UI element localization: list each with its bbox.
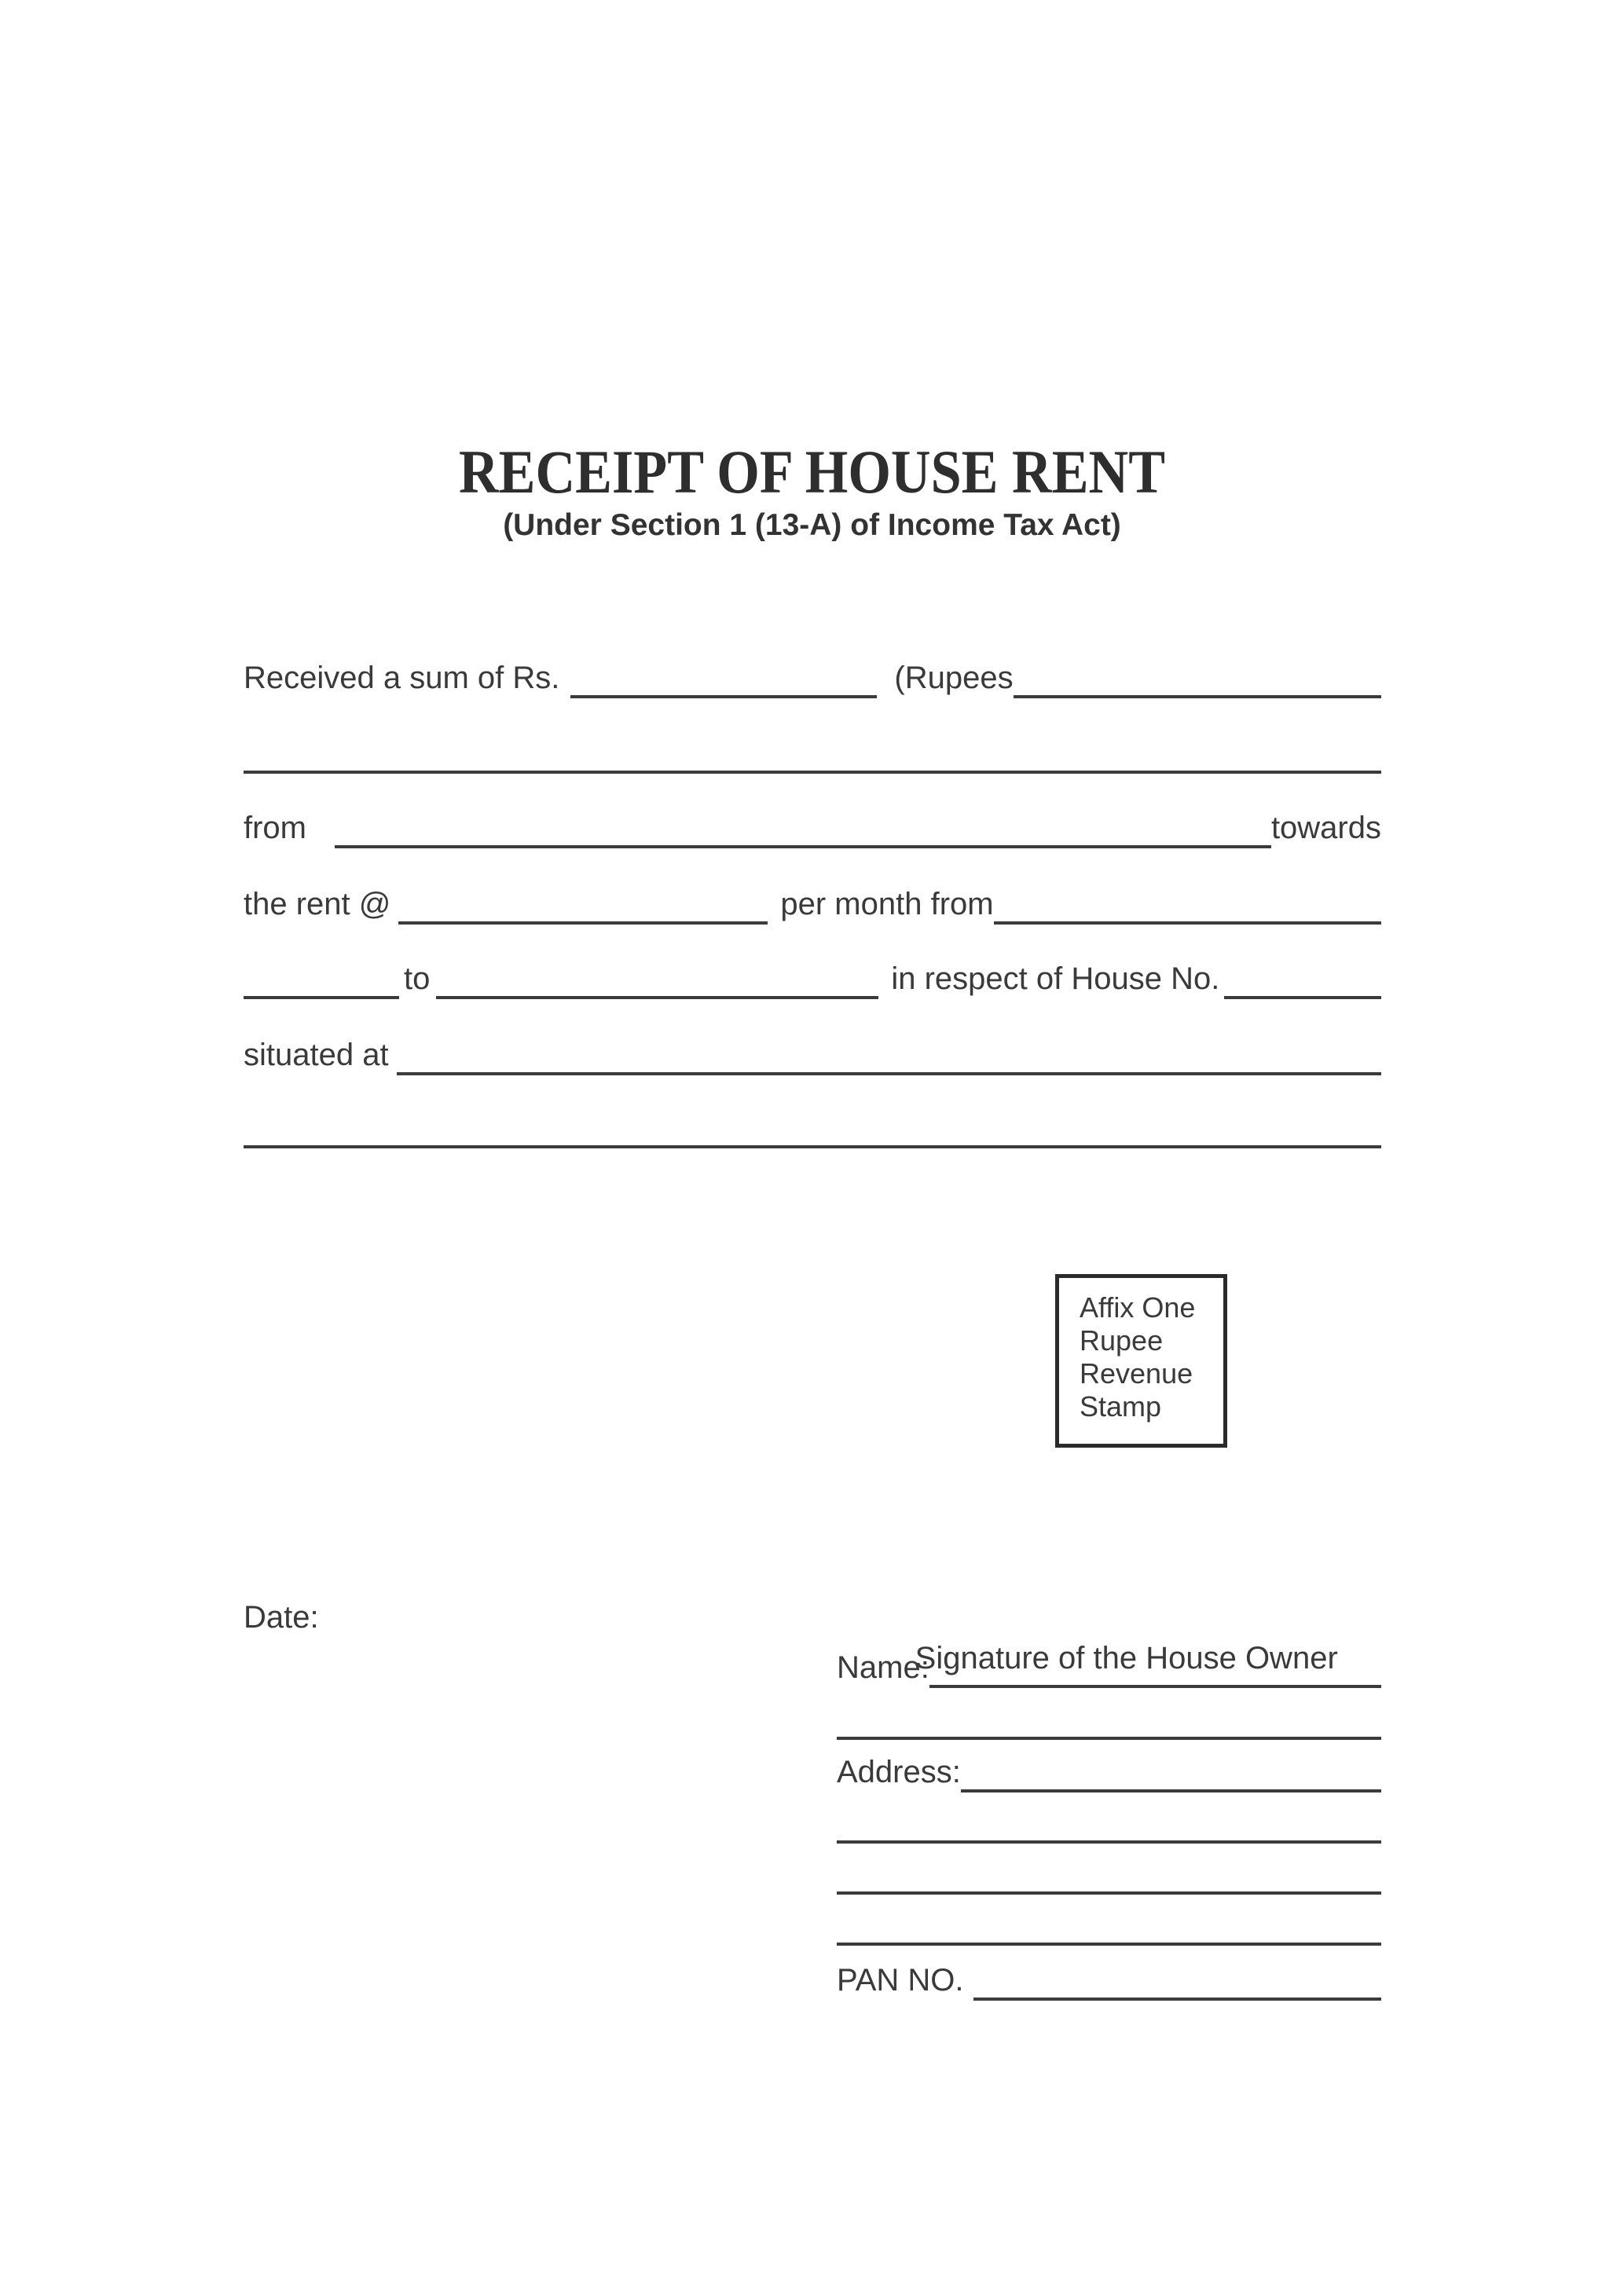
period-end-blank	[436, 958, 878, 999]
stamp-box-line: Revenue	[1080, 1357, 1193, 1390]
owner-address-continuation-line-3	[837, 1905, 1381, 1946]
situated-at-label: situated at	[244, 1038, 389, 1072]
to-label: to	[404, 961, 431, 996]
amount-blank	[570, 657, 877, 698]
owner-name-line	[837, 1647, 1381, 1688]
received-amount-line	[244, 657, 1381, 698]
rupees-words-continuation-line	[244, 733, 1381, 774]
rupees-open-label: (Rupees	[894, 661, 1014, 695]
address-continuation-line	[244, 1108, 1381, 1148]
stamp-box-line: Rupee	[1080, 1324, 1164, 1357]
owner-name-continuation-line	[837, 1699, 1381, 1740]
owner-name-blank	[929, 1647, 1381, 1688]
pan-no-label: PAN NO.	[837, 1963, 964, 1998]
period-line	[244, 958, 1381, 999]
owner-address-line	[837, 1752, 1381, 1792]
owner-address-blank	[961, 1752, 1381, 1792]
owner-name-continuation-blank	[837, 1699, 1381, 1740]
house-no-blank	[1224, 958, 1381, 999]
document-title-text: RECEIPT OF HOUSE RENT	[458, 438, 1166, 506]
owner-address-continuation-line-2	[837, 1854, 1381, 1895]
owner-address-continuation-blank-3	[837, 1905, 1381, 1946]
date-label: Date:	[244, 1600, 319, 1635]
signature-of-house-owner-label: Signature of the House Owner	[915, 1641, 1338, 1675]
towards-label: towards	[1270, 811, 1381, 845]
received-label: Received a sum of Rs.	[244, 661, 560, 695]
rent-at-label: the rent @	[244, 887, 391, 921]
from-label: from	[244, 811, 306, 845]
situated-at-line	[244, 1034, 1381, 1075]
stamp-box-line: Affix One	[1080, 1291, 1196, 1324]
document-title	[0, 440, 1624, 504]
period-start-blank	[994, 884, 1381, 925]
address-label: Address:	[837, 1755, 961, 1789]
per-month-from-label: per month from	[780, 887, 994, 921]
owner-address-continuation-blank-1	[837, 1803, 1381, 1844]
rent-rate-line	[244, 884, 1381, 925]
owner-address-continuation-blank-2	[837, 1854, 1381, 1895]
revenue-stamp-box	[1055, 1274, 1227, 1448]
name-label: Name:	[837, 1650, 929, 1685]
address-continuation-blank	[244, 1108, 1381, 1148]
period-start-continuation-blank	[244, 958, 399, 999]
house-address-blank	[397, 1034, 1381, 1075]
rent-rate-blank	[398, 884, 768, 925]
document-subtitle: (Under Section 1 (13-A) of Income Tax Act)	[503, 508, 1121, 542]
payer-name-blank	[335, 807, 1271, 848]
owner-address-continuation-line-1	[837, 1803, 1381, 1844]
from-line	[244, 807, 1381, 848]
in-respect-of-house-no-label: in respect of House No.	[891, 961, 1220, 996]
words-continuation-blank	[244, 733, 1381, 774]
rupees-words-blank	[1014, 657, 1381, 698]
pan-no-line	[837, 1960, 1381, 2001]
pan-no-blank	[973, 1960, 1381, 2001]
stamp-box-line: Stamp	[1080, 1390, 1162, 1423]
